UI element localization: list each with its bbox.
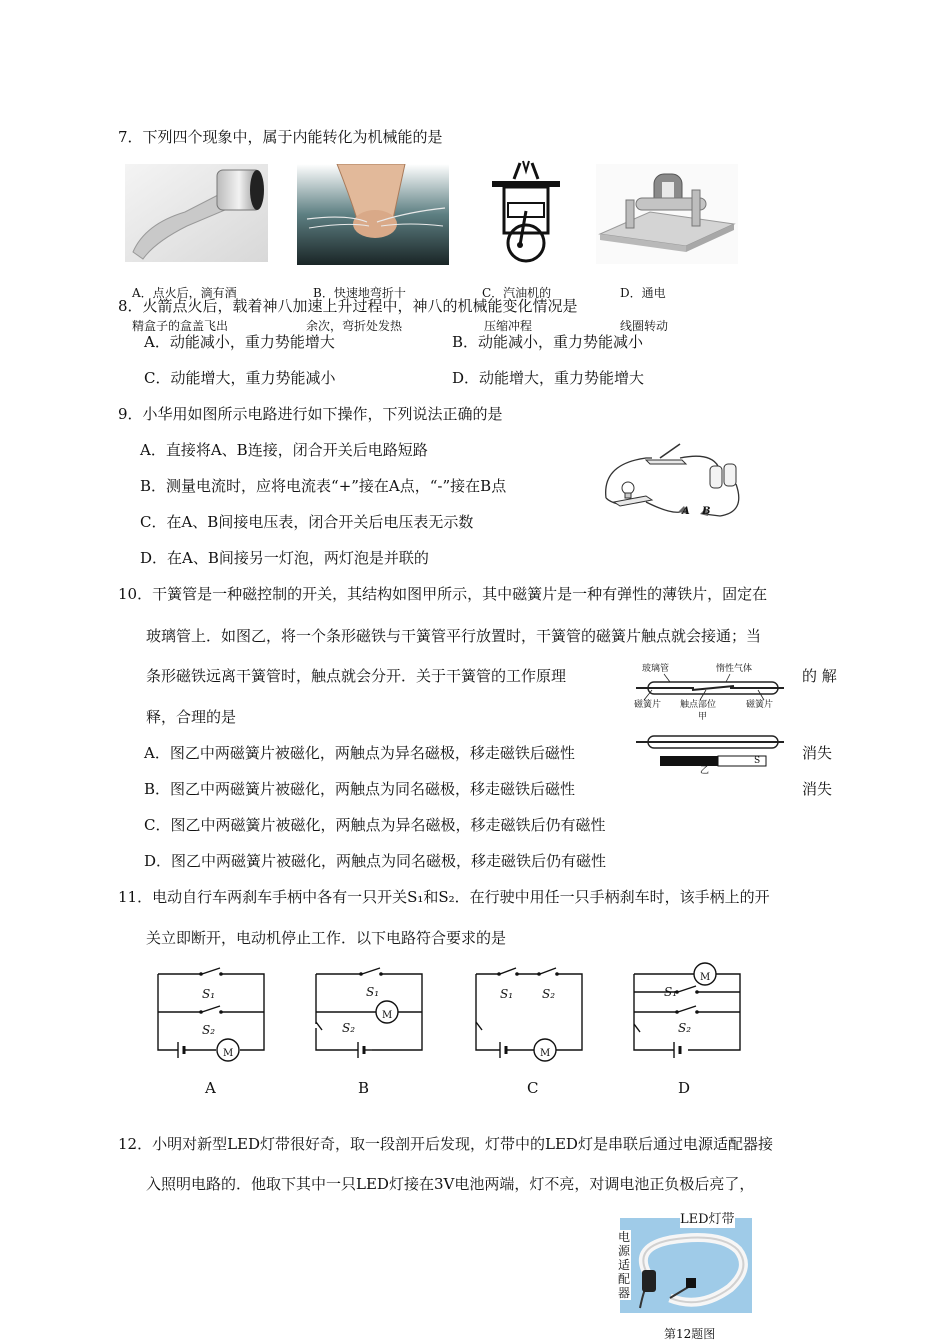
q9-stem: 9．小华用如图所示电路进行如下操作，下列说法正确的是 [118, 405, 503, 423]
q10-line3-end: 的 解 [802, 667, 837, 685]
q11-d-motor: M [700, 972, 711, 983]
q8-stem: 8．火箭点火后，载着神八加速上升过程中，神八的机械能变化情况是 [118, 297, 578, 315]
q10-line1: 10．干簧管是一种磁控制的开关，其结构如图甲所示，其中磁簧片是一种有弹性的薄铁片，固定在 [118, 585, 768, 603]
q11-label-c: C [527, 1079, 539, 1097]
q7-stem: 7．下列四个现象中，属于内能转化为机械能的是 [118, 128, 443, 146]
q11-label-d: D [678, 1079, 691, 1097]
q10-label-s-pole: S [754, 756, 761, 766]
q10-label-glass-tube: 玻璃管 [642, 664, 670, 674]
q11-b-s2: S₂ [342, 1021, 356, 1035]
q8-option-d: D．动能增大，重力势能增大 [452, 369, 645, 387]
q9-circuit-figure [600, 434, 746, 524]
q7-option-a-line2: 精盒子的盒盖飞出 [132, 319, 229, 333]
q10-option-c: C．图乙中两磁簧片被磁化，两触点为异名磁极，移走磁铁后仍有磁性 [144, 816, 606, 834]
q11-label-a: A [205, 1079, 216, 1097]
q10-option-a: A．图乙中两磁簧片被磁化，两触点为异名磁极，移走磁铁后磁性 [144, 744, 575, 762]
q7-option-a-line1: A．点火后，滴有酒 [132, 286, 237, 300]
q11-c-motor: M [540, 1048, 551, 1059]
q10-label-jia: 甲 [698, 712, 708, 722]
q7-image-b [297, 164, 449, 265]
q11-a-s1: S₁ [202, 987, 216, 1001]
q7-image-c [490, 159, 562, 265]
q11-b-motor: M [382, 1010, 393, 1021]
q7-image-a [125, 164, 268, 262]
q10-label-inert-gas: 惰性气体 [716, 664, 753, 674]
q7-option-c-line2: 压缩冲程 [484, 319, 533, 333]
q9-option-b: B．测量电流时，应将电流表“+”接在A点，“-”接在B点 [140, 477, 507, 495]
q10-reed-figure [634, 660, 784, 780]
q11-label-b: B [358, 1079, 370, 1097]
q9-option-a: A．直接将A、B连接，闭合开关后电路短路 [140, 441, 428, 459]
q12-line1: 12．小明对新型LED灯带很好奇，取一段剖开后发现，灯带中的LED灯是串联后通过电源适配器接 [118, 1135, 773, 1153]
q9-label-a: A [682, 506, 690, 517]
q11-line2: 关立即断开，电动机停止工作．以下电路符合要求的是 [146, 929, 507, 947]
q10-label-reed-left: 磁簧片 [634, 700, 662, 710]
q10-label-yi: 乙 [700, 766, 710, 776]
q10-label-contact: 触点部位 [680, 700, 717, 710]
q7-option-b-line1: B．快速地弯折十 [313, 286, 406, 300]
q10-line4: 释，合理的是 [146, 708, 237, 726]
q12-label-led-strip: LED灯带 [680, 1212, 735, 1227]
q7-option-d-line2: 线圈转动 [620, 319, 669, 333]
q9-label-b: B [702, 506, 711, 517]
q7-option-b-line2: 余次，弯折处发热 [306, 319, 403, 333]
q7-option-c-line1: C．汽油机的 [482, 286, 552, 300]
q12-line2: 入照明电路的．他取下其中一只LED灯接在3V电池两端，灯不亮，对调电池正负极后亮了， [146, 1175, 755, 1193]
q11-a-s2: S₂ [202, 1023, 216, 1037]
q8-option-b: B．动能减小，重力势能减小 [452, 333, 644, 351]
q12-figure-caption: 第12题图 [664, 1327, 716, 1341]
q7-image-d [596, 164, 738, 264]
q10-line2: 玻璃管上．如图乙，将一个条形磁铁与干簧管平行放置时，干簧管的磁簧片触点就会接通；当 [146, 627, 762, 645]
q11-circuit-b [312, 966, 426, 1062]
q10-option-b-end: 消失 [802, 780, 833, 798]
q11-d-s1: S₁ [664, 985, 678, 999]
q8-option-a: A．动能减小，重力势能增大 [144, 333, 335, 351]
q11-circuit-a [154, 966, 268, 1062]
q9-option-c: C．在A、B间接电压表，闭合开关后电压表无示数 [140, 513, 474, 531]
q11-c-s2: S₂ [542, 987, 556, 1001]
q12-label-adapter: 电源适配器 [618, 1230, 631, 1300]
q8-option-c: C．动能增大，重力势能减小 [144, 369, 336, 387]
q11-circuit-c [472, 966, 586, 1062]
q10-line3: 条形磁铁远离干簧管时，触点就会分开．关于干簧管的工作原理 [146, 667, 567, 685]
q11-c-s1: S₁ [500, 987, 514, 1001]
q10-option-a-end: 消失 [802, 744, 833, 762]
q11-line1: 11．电动自行车两刹车手柄中各有一只开关S₁和S₂．在行驶中用任一只手柄刹车时，该手柄上的开 [118, 888, 770, 906]
q12-led-photo [618, 1212, 752, 1313]
q9-option-d: D．在A、B间接另一灯泡，两灯泡是并联的 [140, 549, 429, 567]
q11-b-s1: S₁ [366, 985, 380, 999]
q10-option-d: D．图乙中两磁簧片被磁化，两触点为同名磁极，移走磁铁后仍有磁性 [144, 852, 607, 870]
q10-option-b: B．图乙中两磁簧片被磁化，两触点为同名磁极，移走磁铁后磁性 [144, 780, 576, 798]
q11-d-s2: S₂ [678, 1021, 692, 1035]
q11-circuit-d [630, 962, 744, 1062]
q7-option-d-line1: D．通电 [620, 286, 666, 300]
q10-label-reed-right: 磁簧片 [746, 700, 774, 710]
q11-a-motor: M [223, 1048, 234, 1059]
